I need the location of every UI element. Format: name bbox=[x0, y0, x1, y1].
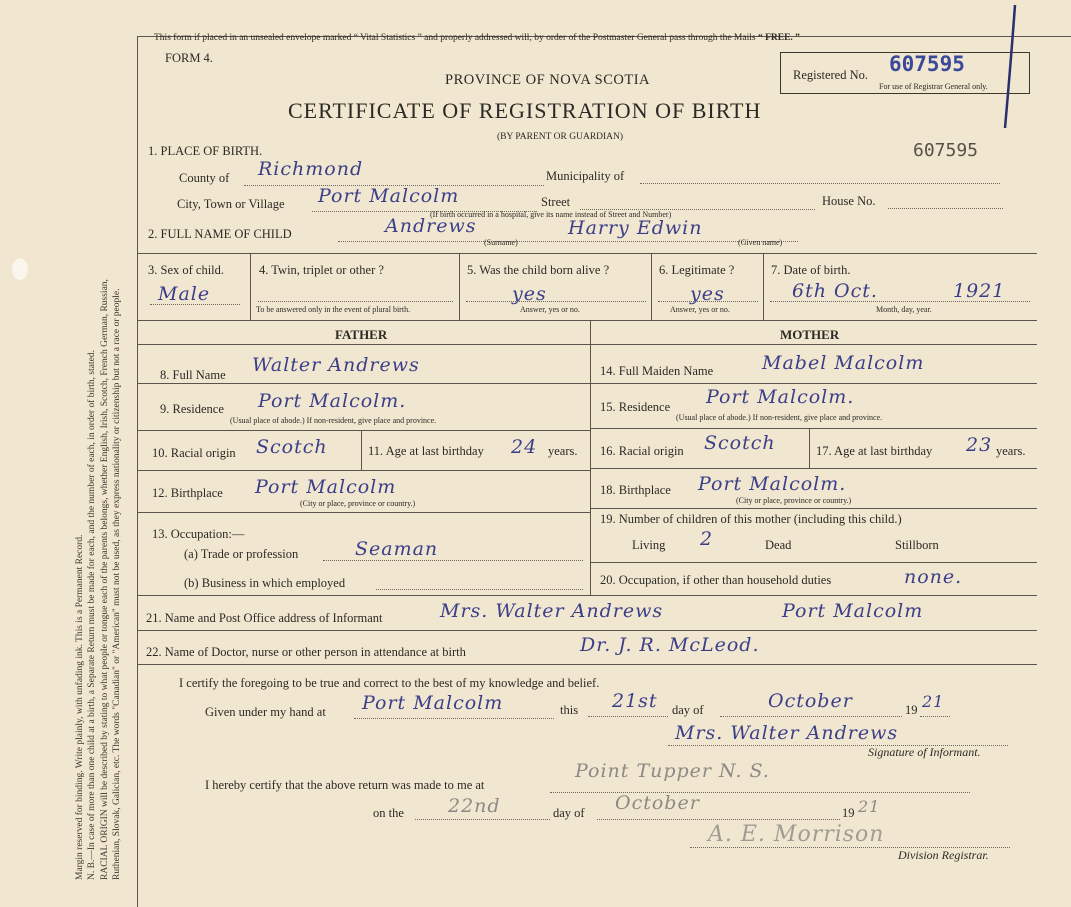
stamped-number: 607595 bbox=[913, 140, 979, 161]
registrar-day: 22nd bbox=[448, 795, 501, 817]
row-divider bbox=[590, 468, 1037, 469]
row-divider bbox=[137, 430, 590, 431]
child-name-line bbox=[338, 241, 798, 242]
margin-line-2: N. B.—In case of more than one child at a birth, a Separate Return must be made for each, and the number of each, in order of birth, stated. bbox=[87, 350, 98, 880]
mother-occupation-label: 20. Occupation, if other than household duties bbox=[600, 573, 832, 587]
house-line bbox=[888, 208, 1003, 209]
cert-year-line bbox=[920, 716, 950, 717]
margin-line-1: Margin reserved for binding. Write plainly, with unfading ink. This is a Permanent Record. bbox=[75, 534, 85, 880]
doctor-name: Dr. J. R. McLeod. bbox=[580, 634, 760, 656]
registered-number: 607595 bbox=[889, 52, 965, 76]
mother-bp-note: (City or place, province or country.) bbox=[736, 496, 852, 505]
father-res-label: 9. Residence bbox=[160, 402, 224, 416]
child-given-name: Harry Edwin bbox=[568, 217, 703, 239]
doctor-label: 22. Name of Doctor, nurse or other person in attendance at birth bbox=[146, 645, 466, 659]
mother-res-note: (Usual place of abode.) If non-resident, give place and province. bbox=[676, 413, 883, 422]
trade-line bbox=[323, 560, 583, 561]
cert-month: October bbox=[768, 690, 853, 712]
alive-note: Answer, yes or no. bbox=[520, 305, 580, 314]
certify-statement: I certify the foregoing to be true and correct to the best of my knowledge and belief. bbox=[179, 676, 600, 690]
stillborn-label: Stillborn bbox=[895, 538, 939, 552]
row-divider bbox=[137, 253, 1037, 254]
father-res-note: (Usual place of abode.) If non-resident, give place and province. bbox=[230, 416, 437, 425]
row-divider bbox=[590, 508, 1037, 509]
mail-notice-text: This form if placed in an unsealed envelope marked “ Vital Statistics ” and properly addressed will, by order of the Postmaster General pass through the Mails bbox=[154, 33, 756, 43]
col-divider bbox=[459, 253, 460, 320]
registrar-place: Point Tupper N. S. bbox=[575, 760, 770, 782]
father-occupation-label: 13. Occupation:— bbox=[152, 527, 245, 541]
street-label: Street bbox=[541, 195, 571, 209]
margin-instructions bbox=[74, 0, 124, 880]
registrar-label: Division Registrar. bbox=[898, 848, 989, 862]
signature-label: Signature of Informant. bbox=[868, 745, 981, 759]
pen-stroke bbox=[985, 0, 1025, 140]
twin-note: To be answered only in the event of plural birth. bbox=[256, 305, 411, 314]
cert-day-line bbox=[588, 716, 668, 717]
cert-year-prefix: 19 bbox=[905, 703, 918, 717]
row-divider bbox=[590, 383, 1037, 384]
father-bp-note: (City or place, province or country.) bbox=[300, 499, 416, 508]
row-divider bbox=[137, 344, 1037, 345]
living-label: Living bbox=[632, 538, 666, 552]
twin-label: 4. Twin, triplet or other ? bbox=[259, 263, 384, 277]
parents-divider bbox=[590, 320, 591, 595]
sex-value: Male bbox=[158, 283, 211, 305]
binding-margin bbox=[0, 0, 140, 907]
father-name-label: 8. Full Name bbox=[160, 368, 226, 382]
col-divider bbox=[651, 253, 652, 320]
father-age: 24 bbox=[511, 436, 538, 458]
cert-month-line bbox=[720, 716, 902, 717]
alive-line bbox=[466, 301, 646, 302]
legitimate-value: yes bbox=[690, 283, 725, 305]
informant-label: 21. Name and Post Office address of Informant bbox=[146, 611, 383, 625]
mother-heading: MOTHER bbox=[780, 327, 840, 342]
form-left-border bbox=[137, 36, 138, 907]
legitimate-note: Answer, yes or no. bbox=[670, 305, 730, 314]
child-surname: Andrews bbox=[385, 215, 477, 237]
dob-line bbox=[770, 301, 1030, 302]
child-name-label: 2. FULL NAME OF CHILD bbox=[148, 227, 292, 241]
municipality-line bbox=[640, 183, 1000, 184]
city-label: City, Town or Village bbox=[177, 197, 285, 211]
dob-day-month: 6th Oct. bbox=[792, 280, 878, 302]
registrar-place-line bbox=[550, 792, 970, 793]
col-divider bbox=[250, 253, 251, 320]
margin-line-3: RACIAL ORIGIN will be described by stating to what people or tongue each of the parents belongs, whether English, Irish, Scotch, French German, Russian, bbox=[99, 279, 110, 880]
registrar-use-note: For use of Registrar General only. bbox=[879, 82, 988, 91]
col-divider bbox=[763, 253, 764, 320]
informant-address: Port Malcolm bbox=[782, 600, 924, 622]
father-heading: FATHER bbox=[335, 327, 388, 342]
registrar-day-of-label: day of bbox=[553, 806, 585, 820]
dob-year: 1921 bbox=[953, 280, 1006, 302]
father-residence: Port Malcolm. bbox=[258, 390, 407, 412]
registrar-month-line bbox=[597, 819, 840, 820]
surname-note: (Surname) bbox=[484, 238, 518, 247]
mail-notice-free: “ FREE. ” bbox=[757, 33, 800, 43]
mother-occupation: none. bbox=[904, 566, 963, 588]
twin-line bbox=[258, 301, 453, 302]
father-name: Walter Andrews bbox=[252, 354, 420, 376]
row-divider bbox=[137, 320, 1037, 321]
province-heading: PROVINCE OF NOVA SCOTIA bbox=[445, 72, 650, 88]
informant-name: Mrs. Walter Andrews bbox=[440, 600, 664, 622]
dob-note: Month, day, year. bbox=[876, 305, 932, 314]
father-trade-label: (a) Trade or profession bbox=[184, 547, 299, 561]
father-bp-label: 12. Birthplace bbox=[152, 486, 223, 500]
mother-residence: Port Malcolm. bbox=[706, 386, 855, 408]
father-birthplace: Port Malcolm bbox=[255, 476, 397, 498]
registrar-statement: I hereby certify that the above return was made to me at bbox=[205, 778, 485, 792]
punch-hole bbox=[12, 258, 28, 280]
father-business-label: (b) Business in which employed bbox=[184, 576, 346, 590]
row-divider bbox=[137, 512, 590, 513]
legitimate-label: 6. Legitimate ? bbox=[659, 263, 735, 277]
mail-notice bbox=[154, 33, 800, 43]
registrar-day-line bbox=[415, 819, 550, 820]
place-of-birth-label: 1. PLACE OF BIRTH. bbox=[148, 144, 263, 158]
mother-name-label: 14. Full Maiden Name bbox=[600, 364, 714, 378]
page-title: CERTIFICATE OF REGISTRATION OF BIRTH bbox=[288, 98, 762, 123]
col-divider bbox=[361, 430, 362, 470]
hospital-note: (If birth occurred in a hospital, give its name instead of Street and Number) bbox=[430, 210, 672, 219]
margin-line-4: Ruthenian, Slovak, Galician, etc. The words "Canadian" or "American" must not be used, as they express nationality or citizenship but not a race or people. bbox=[112, 288, 123, 880]
mother-age: 23 bbox=[966, 434, 993, 456]
living-count: 2 bbox=[700, 528, 714, 550]
registrar-year-prefix: 19 bbox=[842, 806, 855, 820]
mother-bp-label: 18. Birthplace bbox=[600, 483, 671, 497]
registrar-month: October bbox=[615, 792, 700, 814]
row-divider bbox=[590, 562, 1037, 563]
father-trade: Seaman bbox=[355, 538, 439, 560]
father-age-label: 11. Age at last birthday bbox=[368, 444, 484, 458]
city-value: Port Malcolm bbox=[318, 185, 460, 207]
given-note: (Given name) bbox=[738, 238, 783, 247]
municipality-label: Municipality of bbox=[546, 169, 625, 183]
father-race: Scotch bbox=[256, 436, 328, 458]
row-divider bbox=[590, 428, 1037, 429]
mother-name: Mabel Malcolm bbox=[762, 352, 925, 374]
page-subtitle: (BY PARENT OR GUARDIAN) bbox=[497, 132, 624, 142]
registrar-on-the-label: on the bbox=[373, 806, 404, 820]
alive-value: yes bbox=[512, 283, 547, 305]
cert-this-label: this bbox=[560, 703, 579, 717]
mother-age-label: 17. Age at last birthday bbox=[816, 444, 933, 458]
legitimate-line bbox=[658, 301, 758, 302]
business-line bbox=[376, 589, 583, 590]
mother-years: years. bbox=[996, 444, 1026, 458]
row-divider bbox=[137, 383, 590, 384]
father-race-label: 10. Racial origin bbox=[152, 446, 236, 460]
cert-place-line bbox=[354, 718, 554, 719]
cert-place: Port Malcolm bbox=[362, 692, 504, 714]
mother-birthplace: Port Malcolm. bbox=[698, 473, 847, 495]
children-count-label: 19. Number of children of this mother (including this child.) bbox=[600, 512, 902, 526]
dead-label: Dead bbox=[765, 538, 792, 552]
row-divider bbox=[137, 664, 1037, 665]
dob-label: 7. Date of birth. bbox=[771, 263, 851, 277]
cert-day-of-label: day of bbox=[672, 703, 704, 717]
sex-label: 3. Sex of child. bbox=[148, 263, 225, 277]
sex-line bbox=[150, 304, 240, 305]
cert-day: 21st bbox=[612, 690, 658, 712]
house-label: House No. bbox=[822, 194, 876, 208]
county-label: County of bbox=[179, 171, 230, 185]
given-under-label: Given under my hand at bbox=[205, 705, 326, 719]
registered-label: Registered No. bbox=[793, 68, 868, 82]
form-number: FORM 4. bbox=[165, 51, 213, 65]
registrar-year: 21 bbox=[858, 797, 881, 816]
county-value: Richmond bbox=[258, 158, 364, 180]
row-divider bbox=[137, 630, 1037, 631]
col-divider bbox=[809, 428, 810, 468]
father-years: years. bbox=[548, 444, 578, 458]
alive-label: 5. Was the child born alive ? bbox=[467, 263, 610, 277]
registrar-signature: A. E. Morrison bbox=[708, 822, 885, 847]
mother-race-label: 16. Racial origin bbox=[600, 444, 684, 458]
mother-res-label: 15. Residence bbox=[600, 400, 671, 414]
informant-signature: Mrs. Walter Andrews bbox=[675, 722, 899, 744]
row-divider bbox=[137, 470, 590, 471]
mother-race: Scotch bbox=[704, 432, 776, 454]
row-divider bbox=[137, 595, 1037, 596]
cert-year: 21 bbox=[922, 692, 945, 711]
